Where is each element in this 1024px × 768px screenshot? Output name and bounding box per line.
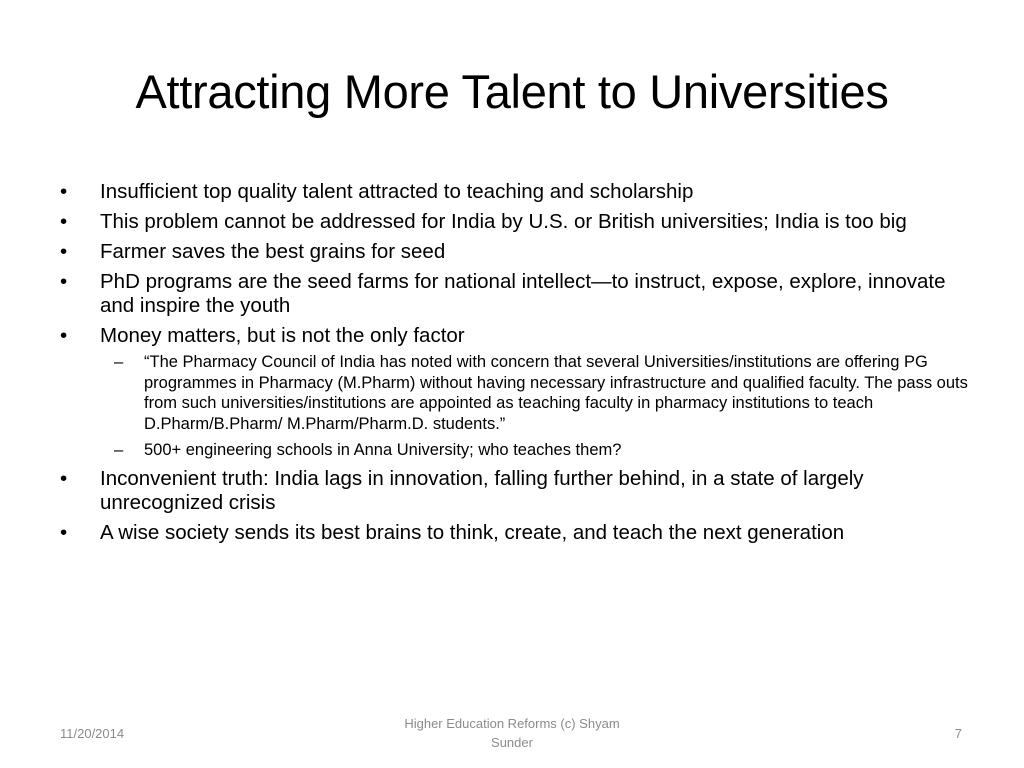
bullet-item xyxy=(60,521,970,545)
bullet-item xyxy=(60,467,970,515)
bullet-item xyxy=(60,324,970,461)
footer-center-text xyxy=(380,714,644,752)
footer-center-line: Sunder xyxy=(491,735,533,750)
bullet-list xyxy=(60,180,970,545)
slide-body xyxy=(60,180,970,551)
bullet-icon: • xyxy=(60,180,68,203)
bullet-text: PhD programs are the seed farms for national intellect—to instruct, expose, explore, innovate and inspire the youth xyxy=(100,270,946,317)
dash-icon: – xyxy=(114,353,124,371)
sub-bullet-list xyxy=(100,352,970,461)
bullet-item xyxy=(60,270,970,318)
sub-bullet-item xyxy=(100,440,970,461)
slide-title: Attracting More Talent to Universities xyxy=(135,65,889,118)
bullet-text: Money matters, but is not the only factor xyxy=(100,324,465,347)
page-number: 7 xyxy=(954,726,962,741)
bullet-icon: • xyxy=(60,270,68,293)
bullet-icon: • xyxy=(60,240,68,263)
sub-bullet-text: 500+ engineering schools in Anna University; who teaches them? xyxy=(144,441,622,459)
bullet-item xyxy=(60,210,970,234)
bullet-text: Inconvenient truth: India lags in innovation, falling further behind, in a state of largely unrecognized crisis xyxy=(100,466,864,514)
bullet-item xyxy=(60,180,970,204)
bullet-icon: • xyxy=(60,324,68,347)
bullet-text: This problem cannot be addressed for India by U.S. or British universities; India is too big xyxy=(100,210,907,233)
sub-bullet-item xyxy=(100,352,970,434)
bullet-text: Farmer saves the best grains for seed xyxy=(100,240,446,263)
sub-bullet-text: “The Pharmacy Council of India has noted with concern that several Universities/institutions are offering PG programmes in Pharmacy (M.Pharm) without having necessary infrastructure and qualified faculty. The pass outs from such universities/institutions are appointed as teaching faculty in pharmacy institutions to teach D.Pharm/B.Pharm/ M.Pharm/Pharm.D. students.” xyxy=(144,353,968,433)
bullet-icon: • xyxy=(60,466,68,490)
bullet-icon: • xyxy=(60,210,68,233)
bullet-text: A wise society sends its best brains to think, create, and teach the next generation xyxy=(100,520,845,544)
footer-center-line: Higher Education Reforms (c) Shyam xyxy=(404,716,620,731)
bullet-icon: • xyxy=(60,520,68,544)
bullet-item xyxy=(60,240,970,264)
bullet-text: Insufficient top quality talent attracted to teaching and scholarship xyxy=(100,180,694,203)
dash-icon: – xyxy=(114,441,124,459)
footer-date: 11/20/2014 xyxy=(60,726,125,741)
